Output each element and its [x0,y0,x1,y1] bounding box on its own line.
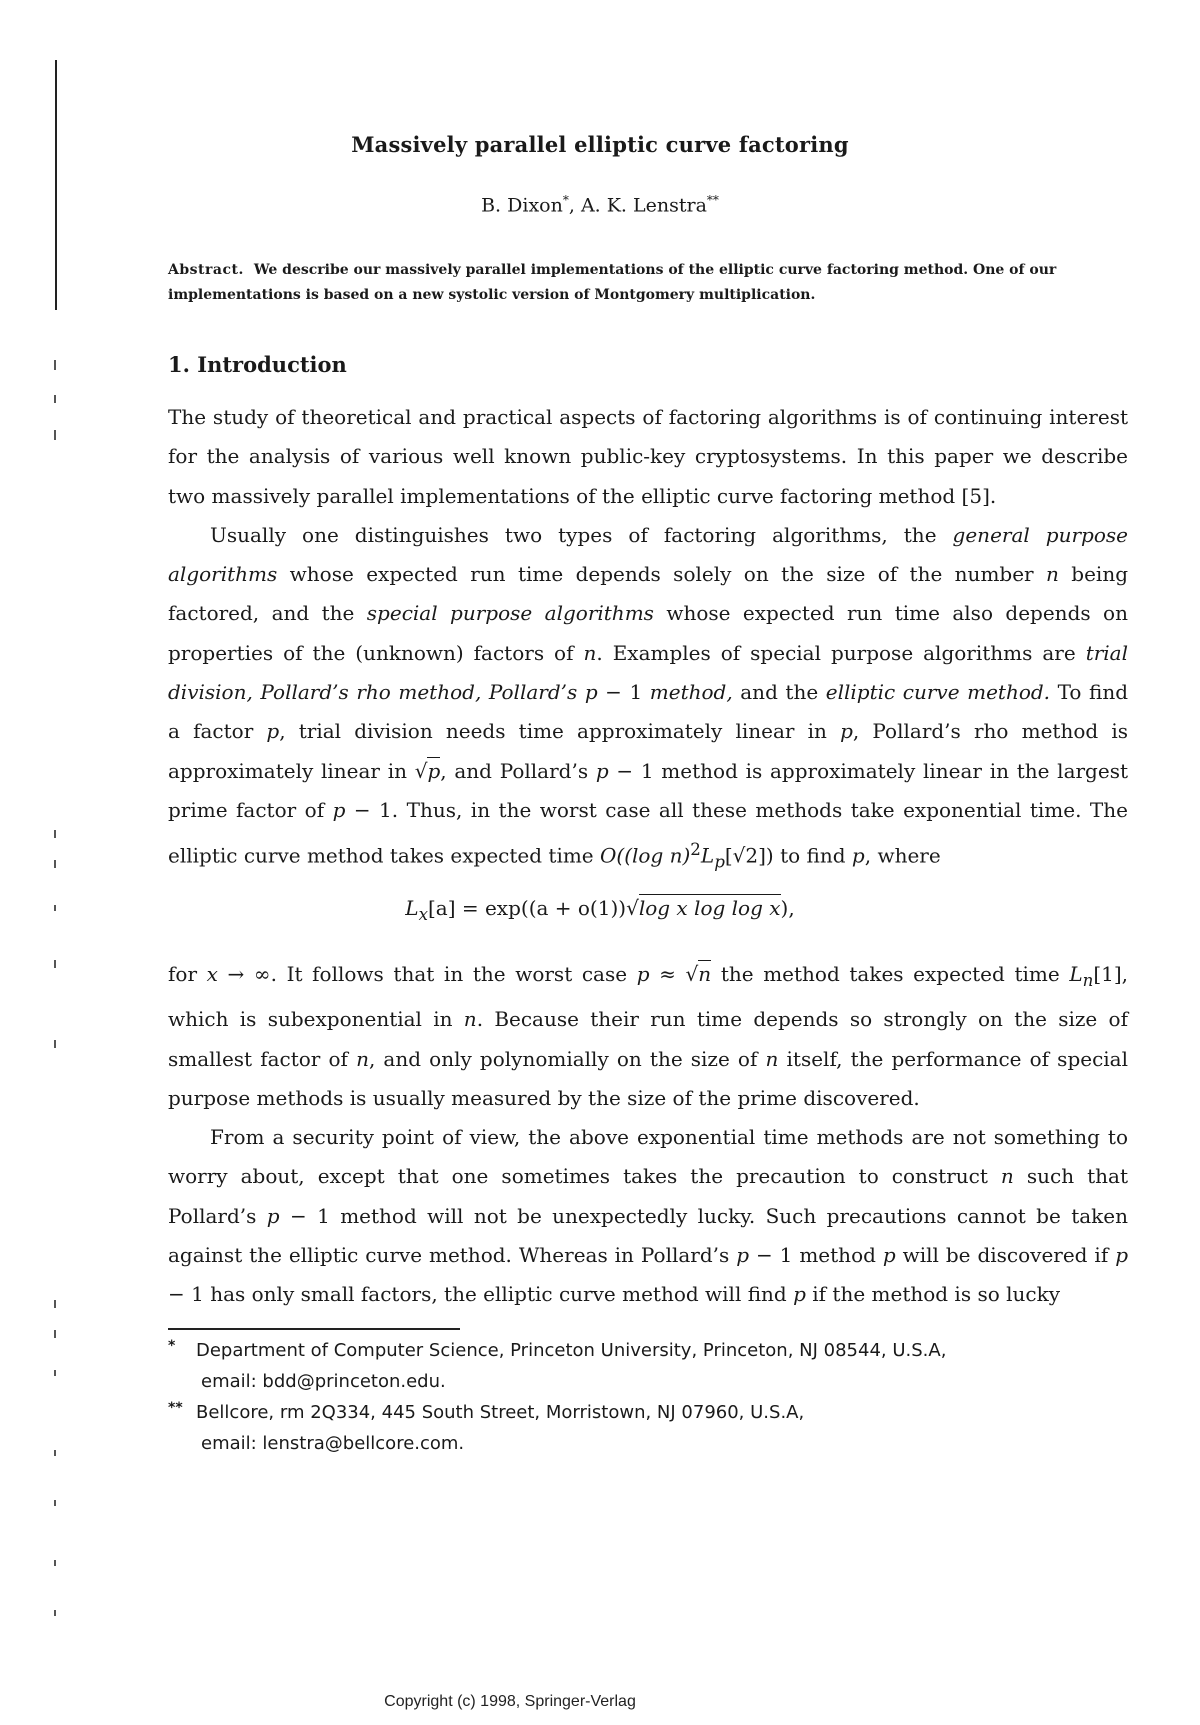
section-title: Introduction [197,352,347,377]
paragraph: Usually one distinguishes two types of factoring algorithms, the general purpose algorithms whose expected run time depends solely on the size of the number n being factored, and the special purpose algorithms whose expected run time also depends on properties of the (unknown) factors of n. Examples of special purpose algorithms are trial division, Pollard’s rho method, Pollard’s p − 1 method, and the elliptic curve method. To find a factor p, trial division needs time approximately linear in p, Pollard’s rho method is approximately linear in √p, and Pollard’s p − 1 method is approximately linear in the largest prime factor of p − 1. Thus, in the worst case all these methods take exponential time. The elliptic curve method takes expected time O((log $n)^2L_p[√2]$) to find p, where [168,522,1129,872]
author-name: B. Dixon [481,194,563,217]
copyright-notice: Copyright (c) 1998, Springer-Verlag [384,1693,636,1710]
section-heading [168,352,347,377]
footnote-line: Department of Computer Science, Princeton University, Princeton, NJ 08544, U.S.A, [196,1340,947,1361]
paragraph: The study of theoretical and practical aspects of factoring algorithms is of continuing interest for the analysis of various well known public-key cryptosystems. In this paper we describe two massively parallel implementations of the elliptic curve factoring method [5]. [168,405,1128,508]
footnote-mark: * [168,1338,176,1354]
paper-title: Massively parallel elliptic curve factoring [351,132,849,157]
footnote-mark: ** [168,1400,183,1416]
abstract-label: Abstract. [168,262,244,278]
footnotes [168,1335,1128,1459]
footnote-email: email: bdd@princeton.edu. [201,1371,446,1392]
footnote-line: Bellcore, rm 2Q334, 445 South Street, Morristown, NJ 07960, U.S.A, [196,1402,805,1423]
abstract-text: We describe our massively parallel implementations of the elliptic curve factoring method. One of our implementations is based on a new systolic version of Montgomery multiplication. [168,262,1057,303]
body-text-upper [168,398,1128,882]
footnote-item [168,1397,1128,1459]
footnote-mark: ** [706,193,719,207]
author-line [0,193,1200,216]
footnote-divider [168,1328,460,1330]
scan-binding-edge [55,60,57,310]
author-name: A. K. Lenstra [580,194,707,217]
footnote-item [168,1335,1128,1397]
paragraph: for x → ∞. It follows that in the worst case p ≈ √n the method takes expected time $L_n[1]$, which is subexponential in n. Because their run time depends so strongly on the size of smallest factor of n, and only polynomially on the size of n itself, the performance of special purpose methods is usually measured by the size of the prime discovered. [168,962,1129,1110]
body-text-lower [168,955,1128,1315]
author-separator: , [568,194,581,217]
footnote-mark: * [562,193,569,207]
display-equation: $L_x[a] = \exp((a + o(1))√\log$ x log log x), [405,896,795,924]
paragraph: From a security point of view, the above exponential time methods are not something to worry about, except that one sometimes takes the precaution to construct n such that Pollard’s p − 1 method will not be unexpectedly lucky. Such precautions cannot be taken against the elliptic curve method. Whereas in Pollard’s p − 1 method p will be discovered if p − 1 has only small factors, the elliptic curve method will find p if the method is so lucky [168,1125,1128,1307]
section-number: 1. [168,352,190,377]
footnote-email: email: lenstra@bellcore.com. [201,1433,465,1454]
abstract [168,258,1128,308]
